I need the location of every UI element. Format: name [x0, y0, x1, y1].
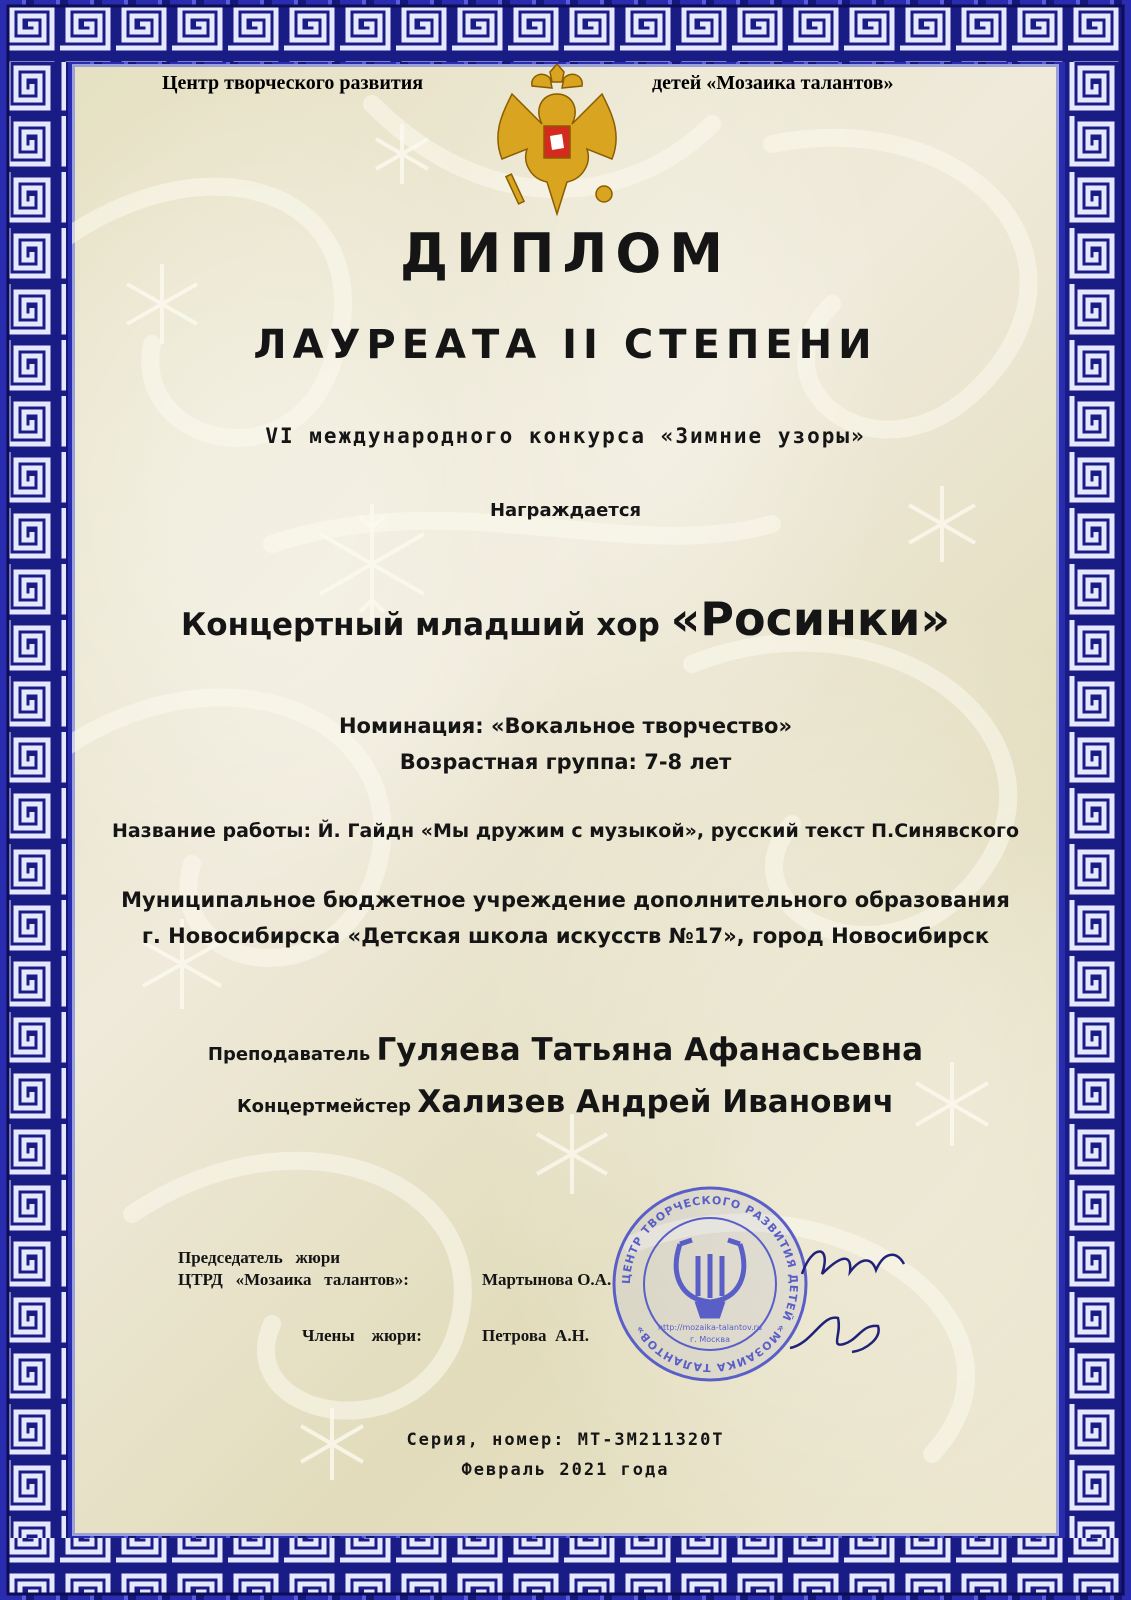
- winner-line: [72, 592, 1059, 646]
- work-title: Название работы: Й. Гайдн «Мы дружим с музыкой», русский текст П.Синявского: [111, 820, 1020, 842]
- winner-prefix: Концертный младший хор: [180, 607, 671, 643]
- organization-name-left: Центр творческого развития: [162, 72, 424, 94]
- diploma-title: ДИПЛОМ: [400, 222, 731, 285]
- member-signature: [782, 1304, 892, 1364]
- seal-site: http://mozaika-talantov.ru: [657, 1323, 763, 1332]
- jury-members-name: Петрова А.Н.: [482, 1326, 590, 1345]
- teacher-line: [72, 1032, 1059, 1068]
- snowflake-icon: [537, 1114, 607, 1194]
- serial-number: Серия, номер: МТ-ЗМ211320Т: [406, 1430, 725, 1450]
- issue-date: Февраль 2021 года: [461, 1460, 670, 1480]
- organization-seal: [610, 1184, 810, 1384]
- jury-members-label: Члены жюри:: [302, 1326, 422, 1345]
- awarded-label: Награждается: [489, 500, 642, 521]
- teacher-label: Преподаватель: [207, 1044, 377, 1065]
- diploma-paper: [72, 64, 1059, 1536]
- snowflake-icon: [909, 486, 975, 562]
- institution-line-2: г. Новосибирска «Детская школа искусств №17», город Новосибирск: [141, 924, 990, 948]
- russian-coat-of-arms-icon: [472, 64, 642, 224]
- seal-city: г. Москва: [690, 1335, 730, 1344]
- accompanist-name: Хализев Андрей Иванович: [417, 1084, 895, 1120]
- jury-chair-name: Мартынова О.А.: [482, 1270, 612, 1289]
- jury-chair-org: ЦТРД «Мозаика талантов»:: [178, 1270, 409, 1289]
- accompanist-label: Концертмейстер: [236, 1096, 418, 1117]
- age-group: Возрастная группа: 7-8 лет: [399, 750, 732, 774]
- teacher-name: Гуляева Татьяна Афанасьевна: [376, 1032, 924, 1068]
- contest-name: VI международного конкурса «Зимние узоры»: [265, 424, 866, 448]
- chair-signature: [792, 1234, 912, 1294]
- diploma-degree: ЛАУРЕАТА II СТЕПЕНИ: [253, 322, 878, 368]
- seal-ring-text: ЦЕНТР ТВОРЧЕСКОГО РАЗВИТИЯ ДЕТЕЙ «МОЗАИКА ТАЛАНТОВ»: [619, 1193, 801, 1375]
- winner-name: «Росинки»: [670, 592, 951, 646]
- jury-chair-title: Председатель жюри: [178, 1248, 341, 1267]
- organization-name-right: детей «Мозаика талантов»: [652, 72, 894, 94]
- accompanist-line: [72, 1084, 1059, 1120]
- nomination: Номинация: «Вокальное творчество»: [338, 714, 793, 738]
- institution-line-1: Муниципальное бюджетное учреждение дополнительного образования: [121, 888, 1010, 912]
